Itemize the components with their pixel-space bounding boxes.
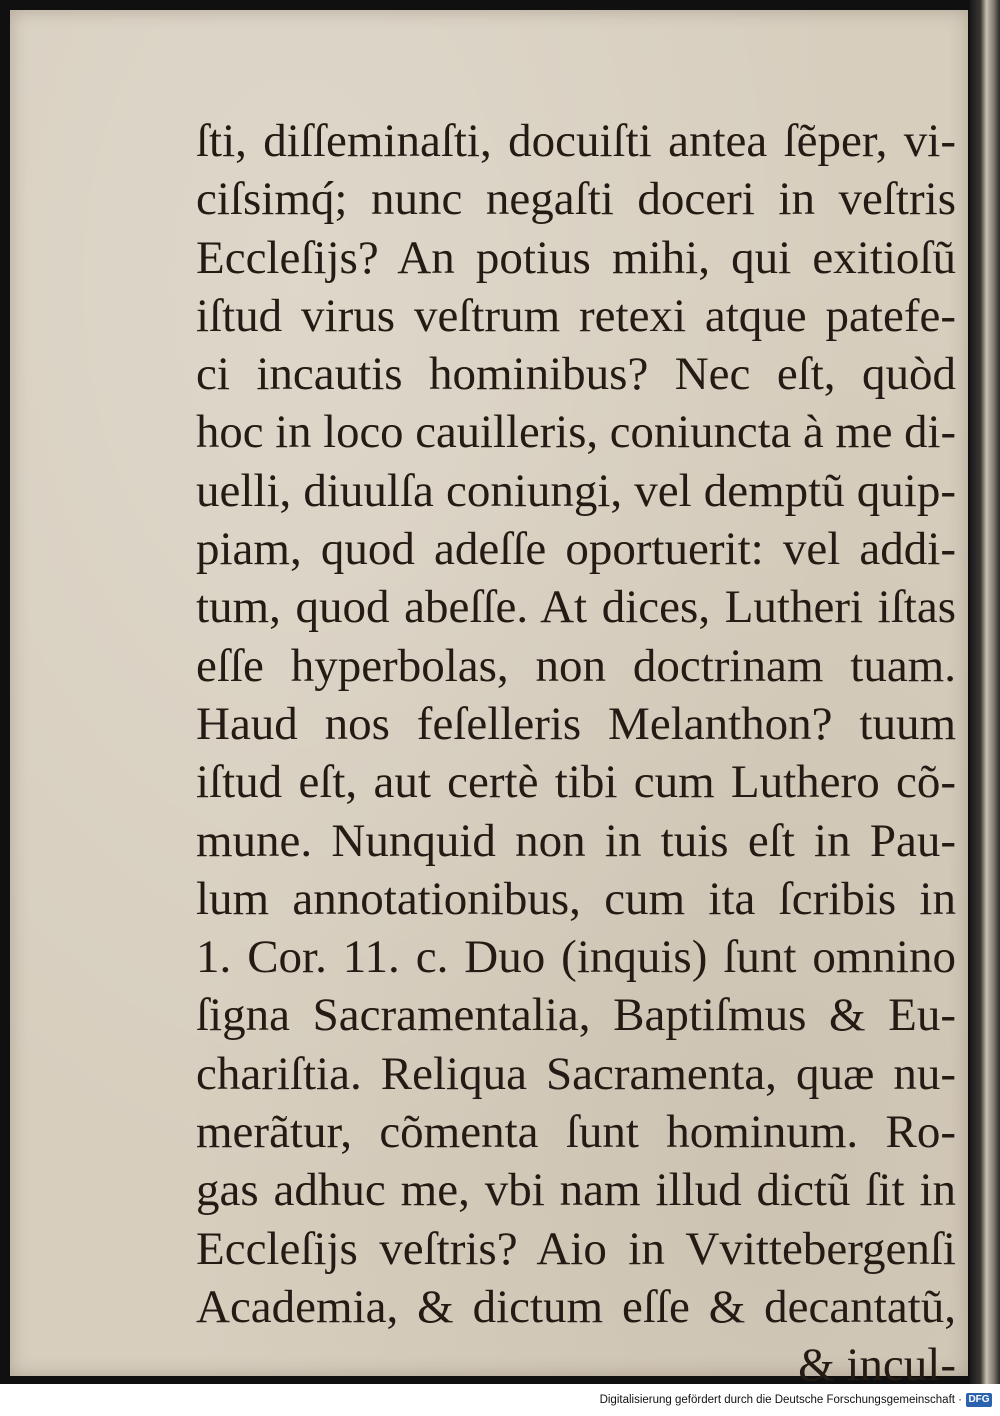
- text-line: Academia, & dictum eſſe & decantatũ,: [196, 1280, 956, 1333]
- text-line: tum, quod abeſſe. At dices, Lutheri iſtas: [196, 581, 956, 634]
- text-line: lum annotationibus, cum ita ſcribis in: [196, 872, 956, 925]
- paper-page: [10, 10, 968, 1384]
- text-line: Haud nos feſelleris Melanthon? tuum: [196, 697, 956, 750]
- text-line: mune. Nunquid non in tuis eſt in Pau-: [196, 814, 956, 867]
- text-line: 1. Cor. 11. c. Duo (inquis) ſunt omnino: [196, 931, 956, 984]
- catchword: & incul-: [798, 1339, 956, 1384]
- digitization-footer: [0, 1384, 1000, 1416]
- text-line: Eccleſijs? An potius mihi, qui exitioſũ: [196, 231, 956, 284]
- text-line: merãtur, cõmenta ſunt hominum. Ro-: [196, 1106, 956, 1159]
- text-line: ci incautis hominibus? Nec eſt, quòd: [196, 348, 956, 401]
- text-line: Eccleſijs veſtris? Aio in Vvittebergenſi: [196, 1222, 956, 1275]
- text-line: uelli, diuulſa coniungi, vel demptũ quip-: [196, 464, 956, 517]
- text-line: chariſtia. Reliqua Sacramenta, quæ nu-: [196, 1047, 956, 1100]
- text-line: hoc in loco cauilleris, coniuncta à me di-: [196, 406, 956, 459]
- text-line: iſtud virus veſtrum retexi atque patefe-: [196, 289, 956, 342]
- body-text: [196, 112, 956, 1384]
- text-line: gas adhuc me, vbi nam illud dictũ ſit in: [196, 1164, 956, 1217]
- text-line: ciſsimq́; nunc negaſti doceri in veſtris: [196, 173, 956, 226]
- text-line: piam, quod adeſſe oportuerit: vel addi-: [196, 523, 956, 576]
- dfg-logo: DFG: [966, 1393, 992, 1407]
- text-line: ſigna Sacramentalia, Baptiſmus & Eu-: [196, 989, 956, 1042]
- text-line: iſtud eſt, aut certè tibi cum Luthero cõ-: [196, 756, 956, 809]
- funding-credit: Digitalisierung gefördert durch die Deutsche Forschungsgemeinschaft ·: [599, 1394, 962, 1406]
- text-line: ſti, diſſeminaſti, docuiſti antea ſẽper, vi-: [196, 115, 956, 167]
- text-line: eſſe hyperbolas, non doctrinam tuam.: [196, 639, 956, 692]
- book-fore-edge: [970, 0, 1000, 1384]
